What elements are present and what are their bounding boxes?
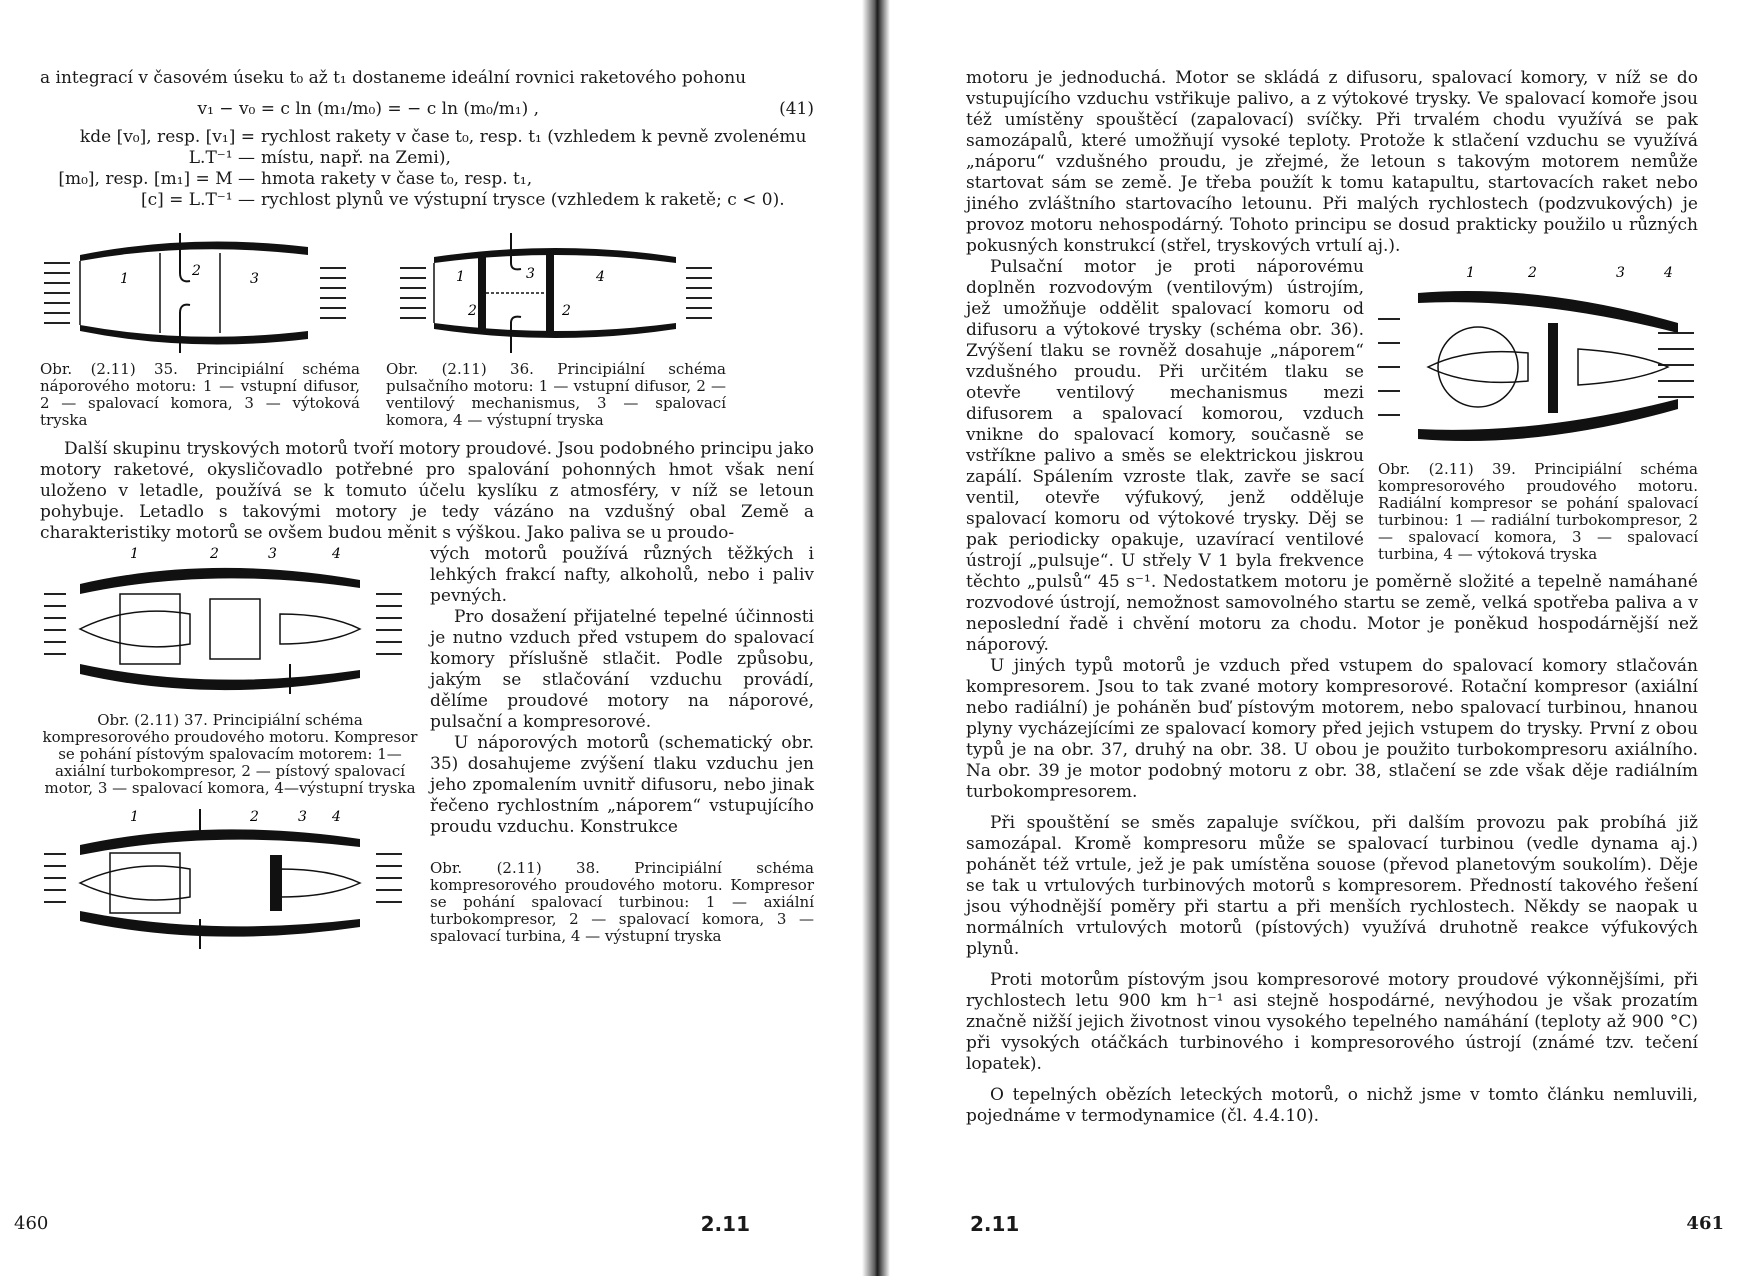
figures-37-38 — [40, 544, 420, 949]
ramjet-diagram — [40, 233, 360, 353]
paragraph-pulsacni-motor: Pulsační motor je proti náporovému doplněn rozvodovým (ventilovým) ústrojím, jež umožňuje oddělit spalovací komoru od difusoru a výtokové trysky (schéma obr. 36). Zvýšení tlaku se rovněž dosahuje „náporem“ vzdušného proudu. Při určitém tlaku se otevře ventilový mechanismus mezi difusorem a spalovací komorou, vzduch vnikne do spalovací komory, současně se vstříkne palivo a směs se elektrickou jiskrou zapálí. Spálením vzroste tlak, zavře se sací ventil, otevře výfukový, jenž odděluje spalovací komoru od výtokové trysky. Děj se pak periodicky opakuje, uzavírací ventilové ústrojí „pulsuje“. U střely V 1 byla frekvence těchto „pulsů“ 45 s⁻¹. Nedostatkem motoru je poměrně složité a tepelně namáhané rozvodové ústrojí, nemožnost samovolného startu se země, velká spotřeba paliva a v neposlední řadě i chvění motoru za chodu. Motor je poněkud hospodárnější než náporový. — [966, 257, 1698, 655]
paragraph-vykonnost: Proti motorům pístovým jsou kompresorové motory proudové výkonnějšími, při rychlostech letu 900 km h⁻¹ asi stejně hospodárné, nevýhodou je však prozatím značně nižší jejich životnost vinou vysokého tepelného namáhání (teploty až 900 °C) při vysokých otáčkách turbinového i kompresorového ústrojí (známé tzv. tečení lopatek). — [966, 970, 1698, 1074]
paragraph-proudove-motory: Další skupinu tryskových motorů tvoří motory proudové. Jsou podobného principu jako motory raketové, okysličovadlo potřebné pro spalování pohonných hmot však není uloženo v letadle, používá se k tomuto účelu kyslíku z atmosféry, v níž se letoun pohybuje. Letadlo s takovými motory je tedy vázáno na vzdušný obal Země a charakteristiky motorů se ovšem budou měnit s výškou. Jako paliva se u proudo- — [40, 439, 814, 543]
definitions — [40, 127, 814, 211]
page-number-left: 460 — [14, 1213, 49, 1234]
definition-text: rychlost rakety v čase t₀, resp. t₁ (vzhledem k pevně zvolenému místu, např. na Zemi), — [261, 127, 807, 168]
fig38-caption: Obr. (2.11) 38. Principiální schéma kompresorového proudového motoru. Kompresor se pohání spalovací turbinou: 1 — axiální turbokompresor, 2 — spalovací komora, 3 — spalovací turbina, 4 — výstupní tryska — [430, 859, 814, 945]
paragraph-spousteni: Při spouštění se směs zapaluje svíčkou, při dalším provozu pak probíhá již samozápal. Kromě kompresoru může se spalovací turbinou (vedle dynama aj.) pohánět též vrtule, jež je pak umístěna souose (převod planetovým soukolím). Děje se tak u vrtulových turbinových motorů s kompresorem. Předností takového řešení jsou výhodnější poměry při startu a při menších rychlostech. Někdy se naopak u normálních vrtulových motorů (pístových) využívá druhotně reakce výfukových plynů. — [966, 813, 1698, 959]
definition-symbol: [c] = L.T⁻¹ — — [140, 190, 255, 210]
fig38-label-2: 2 — [250, 809, 259, 825]
paragraph-paliva: vých motorů používá různých těžkých i lehkých frakcí nafty, alkoholů, nebo i paliv pevných. — [430, 544, 814, 606]
fig35-label-2: 2 — [192, 263, 201, 279]
fig38-label-1: 1 — [130, 809, 139, 825]
fig37-label-3: 3 — [268, 546, 277, 562]
intro-text: a integrací v časovém úseku t₀ až t₁ dostaneme ideální rovnici raketového pohonu — [40, 68, 747, 88]
fig39-caption: Obr. (2.11) 39. Principiální schéma kompresorového proudového motoru. Radiální kompresor se pohání spalovací turbinou: 1 — radiální turbokompresor, 2 — spalovací komora, 3 — spalovací turbina, 4 — výtoková tryska — [1378, 460, 1698, 563]
definition-row — [40, 127, 814, 169]
fig36-label-1: 1 — [456, 269, 465, 285]
fig39-label-4: 4 — [1664, 265, 1673, 281]
paragraph-termodynamika: O tepelných obězích leteckých motorů, o nichž jsme v tomto článku nemluvili, pojednáme v termodynamice (čl. 4.4.10). — [966, 1085, 1698, 1126]
figures-35-36 — [40, 233, 814, 429]
paragraph-naporove-motory: U náporových motorů (schematický obr. 35) dosahujeme zvýšení tlaku vzduchu jen jeho zpomalením uvnitř difusoru, nebo jinak řečeno rychlostním „náporem“ vstupujícího proudu vzduchu. Konstrukce — [430, 733, 814, 837]
fig35-label-1: 1 — [120, 271, 129, 287]
right-page — [870, 0, 1754, 1276]
figure-39 — [1378, 263, 1698, 563]
definition-row — [40, 190, 814, 211]
paragraph-konstrukce: motoru je jednoduchá. Motor se skládá z difusoru, spalovací komory, v níž se do vstupujícího vzduchu vstřikuje palivo, a z výtokové trysky. Ve spalovací komoře jsou též umístěny spouštěcí (zapalovací) svíčky. Při trvalém chodu využívá se pak samozápalů, které umožňují vysoké teploty. Protože k stlačení vzduchu se využívá „náporu“ vzdušného proudu, je zřejmé, že letoun s takovým motorem nemůže startovat sám se země. Je třeba použít k tomu katapultu, startovacích raket nebo jiného zvláštního startovacího letounu. Při malých rychlostech (podzvukových) je provoz motoru nehospodárný. Tohoto principu se dosud prakticky použilo u různých pokusných konstrukcí (střel, tryskových vrtulí aj.). — [966, 68, 1698, 256]
fig37-label-2: 2 — [210, 546, 219, 562]
definition-symbol: [m₀], resp. [m₁] = M — — [58, 169, 255, 189]
fig36-label-2a: 2 — [468, 303, 477, 319]
fig38-label-3: 3 — [298, 809, 307, 825]
fig39-label-1: 1 — [1466, 265, 1475, 281]
fig36-label-2b: 2 — [562, 303, 571, 319]
left-text-column — [430, 544, 814, 949]
fig36-caption: Obr. (2.11) 36. Principiální schéma pulsačního motoru: 1 — vstupní difusor, 2 — ventilový mechanismus, 3 — spalovací komora, 4 — výstupní tryska — [386, 360, 726, 429]
equation-41 — [40, 99, 814, 119]
fig39-label-2: 2 — [1528, 265, 1537, 281]
definition-symbol: kde [v₀], resp. [v₁] = L.T⁻¹ — — [79, 127, 255, 168]
definition-row — [40, 169, 814, 190]
figure-36 — [386, 233, 726, 429]
compressor-piston-diagram — [40, 544, 420, 704]
radial-compressor-diagram — [1378, 263, 1698, 453]
paragraph-kompresorove-motory: U jiných typů motorů je vzduch před vstupem do spalovací komory stlačován kompresorem. Jsou to tak zvané motory kompresorové. Rotační kompresor (axiální nebo radiální) je poháněn buď pístovým motorem, nebo spalovací turbinou, hnanou plyny vycházejícími ze spalovací komory před jejich vstupem do trysky. První z obou typů je na obr. 37, druhý na obr. 38. U obou je použito turbokompresoru axiálního. Na obr. 39 je motor podobný motoru z obr. 38, stlačení se zde však děje radiálním turbokompresorem. — [966, 656, 1698, 802]
fig39-label-3: 3 — [1616, 265, 1625, 281]
page-number-right: 461 — [1686, 1213, 1724, 1234]
pulsejet-diagram — [386, 233, 726, 353]
section-number-right: 2.11 — [970, 1212, 1020, 1236]
compressor-turbine-diagram — [40, 809, 420, 949]
fig37-label-4: 4 — [332, 546, 341, 562]
section-number-left: 2.11 — [700, 1212, 750, 1236]
equation-expression: v₁ − v₀ = c ln (m₁/m₀) = − c ln (m₀/m₁) , — [197, 99, 540, 119]
paragraph-tepelna-ucinnost: Pro dosažení přijatelné tepelné účinnosti je nutno vzduch před vstupem do spalovací komory příslušně stlačit. Podle způsobu, jakým se stlačování vzduchu provádí, dělíme proudové motory na náporové, pulsační a kompresorové. — [430, 607, 814, 732]
definition-text: rychlost plynů ve výstupní trysce (vzhledem k raketě; c < 0). — [261, 190, 785, 210]
fig37-label-1: 1 — [130, 546, 139, 562]
fig38-label-4: 4 — [332, 809, 341, 825]
fig35-caption: Obr. (2.11) 35. Principiální schéma náporového motoru: 1 — vstupní difusor, 2 — spalovací komora, 3 — výtoková tryska — [40, 360, 360, 429]
definition-text: hmota rakety v čase t₀, resp. t₁, — [261, 169, 533, 189]
left-two-column — [40, 544, 814, 949]
fig36-label-3: 3 — [526, 266, 535, 282]
figure-35 — [40, 233, 360, 429]
fig37-caption: Obr. (2.11) 37. Principiální schéma kompresorového proudového motoru. Kompresor se pohání pístovým spalovacím motorem: 1—axiální turbokompresor, 2 — pístový spalovací motor, 3 — spalovací komora, 4—výstupní tryska — [42, 711, 418, 797]
fig35-label-3: 3 — [250, 271, 259, 287]
book-gutter — [862, 0, 890, 1276]
left-page — [0, 0, 870, 1276]
fig36-label-4: 4 — [596, 269, 605, 285]
equation-number: (41) — [779, 99, 814, 119]
